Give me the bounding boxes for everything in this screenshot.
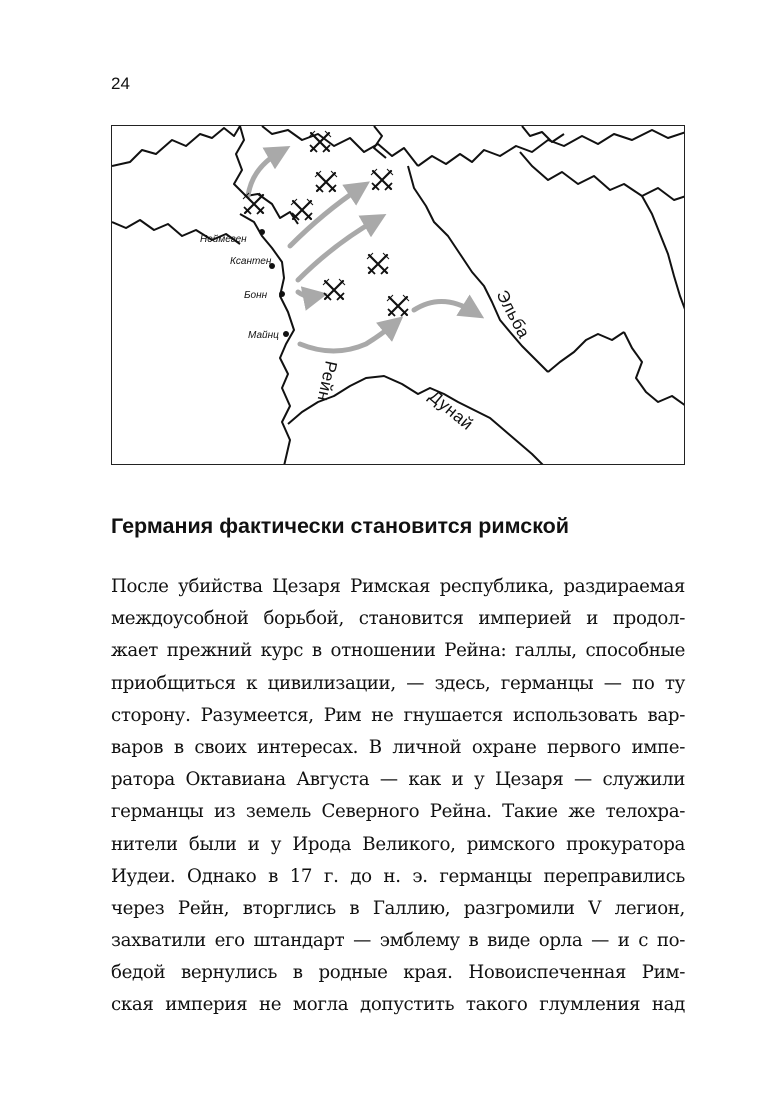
river-label-elba: Эльба (492, 286, 534, 342)
river-label-rein: Рейн (313, 359, 341, 404)
body-line: Иудеи. Однако в 17 г. до н. э. германцы переправились (111, 865, 685, 887)
river-elba-delta (548, 332, 624, 372)
coastline-baltic-inner (522, 126, 564, 142)
battle-icon (243, 193, 265, 214)
section-heading: Германия фактически становится римской (111, 514, 570, 538)
city-label-neimegen: Неймеген (200, 234, 247, 245)
body-line: После убийства Цезаря Римская республика, раздираемая (111, 576, 685, 597)
body-line: через Рейн, вторглись в Галлию, разгромили V легион, (111, 897, 685, 919)
body-line: нители были и у Ирода Великого, римского прокуратора (111, 833, 685, 855)
arrow-mainz (300, 324, 394, 351)
coastline-jutland-east (374, 126, 386, 158)
arrow-north (248, 152, 280, 196)
body-line: сторону. Разумеется, Рим не гнушается использовать вар- (111, 704, 685, 726)
battle-icon (315, 171, 337, 192)
border-east-mid (642, 196, 685, 312)
battle-icon (367, 253, 389, 274)
city-dot (283, 331, 289, 337)
river-label-dunai: Дунай (425, 386, 477, 434)
coastline-jutland (262, 126, 418, 166)
body-line: ская империя не могла допустить такого глумления над (111, 994, 685, 1016)
battle-icon (323, 279, 345, 300)
body-line: бедой вернулись в родные края. Новоиспеченная Рим- (111, 962, 685, 984)
page-number: 24 (111, 74, 130, 93)
city-label-ksanten: Ксантен (230, 256, 272, 267)
body-line: жает прежний курс в отношении Рейна: галлы, способные (111, 640, 685, 662)
body-line: захватили его штандарт — эмблему в виде орла — и с по- (111, 930, 685, 952)
arrow-bonn (298, 292, 316, 297)
river-elba (408, 166, 548, 372)
coastline-north (112, 126, 240, 166)
city-label-maints: Майнц (248, 330, 279, 341)
body-line: ратора Октавиана Августа — как и у Цезаря — служили (111, 769, 685, 791)
body-line: германцы из земель Северного Рейна. Такие же телохра- (111, 801, 685, 823)
map-svg (112, 126, 685, 465)
battle-icon (387, 295, 409, 316)
body-text (111, 571, 685, 1022)
body-line: междоусобной борьбой, становится империей и продол- (111, 608, 685, 630)
body-line: приобщиться к цивилизации, — здесь, германцы — по ту (111, 672, 685, 694)
coastline-baltic (418, 130, 685, 166)
coastline-frisia (234, 126, 298, 224)
border-east (520, 152, 685, 200)
map-figure (111, 125, 685, 465)
battle-icon (291, 199, 313, 220)
arrow-east (414, 301, 474, 312)
city-label-bonn: Бонн (244, 290, 268, 301)
body-line: варов в своих интересах. В личной охране первого импе- (111, 736, 685, 758)
city-dot (279, 291, 285, 297)
battle-icon (371, 169, 393, 190)
city-dot (259, 229, 265, 235)
border-east-lower (624, 332, 685, 406)
